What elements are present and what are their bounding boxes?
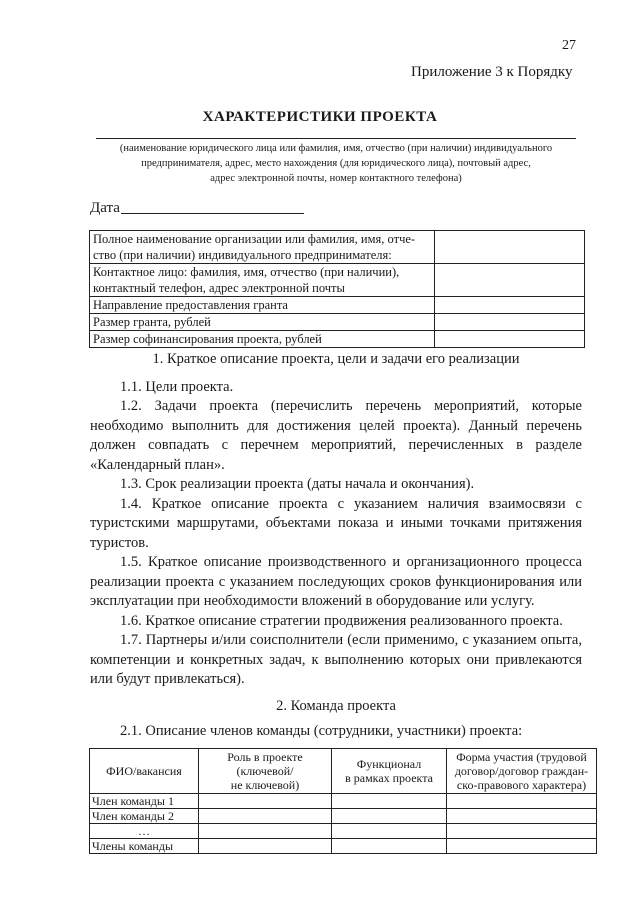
function-cell[interactable] xyxy=(332,794,447,809)
function-cell[interactable] xyxy=(332,809,447,824)
table-row xyxy=(90,794,597,809)
table-header-row xyxy=(90,749,597,794)
table-row xyxy=(90,824,597,839)
project-info-table xyxy=(89,230,585,348)
info-label: Направление предоставления гранта xyxy=(90,297,435,314)
participation-cell[interactable] xyxy=(447,809,597,824)
table-row xyxy=(90,264,585,297)
role-cell[interactable] xyxy=(199,794,332,809)
paragraph: 1.7. Партнеры и/или соисполнители (если применимо, с указанием опыта, компетенции и конкретных задач, к выполнению которых они привлекаются или будут привлекаться). xyxy=(90,632,582,687)
paragraph: 1.2. Задачи проекта (перечислить перечень мероприятий, которые необходимо выполнить для достижения целей проекта). Данный перечень должен совпадать с перечнем мероприятий, перечисленных в разделе «Календарный план». xyxy=(90,398,582,473)
page-number: 27 xyxy=(562,38,576,53)
info-label xyxy=(90,264,435,297)
participation-cell[interactable] xyxy=(447,824,597,839)
role-cell[interactable] xyxy=(199,839,332,854)
name-caption xyxy=(90,141,582,186)
table-row xyxy=(90,331,585,348)
section-heading: 1. Краткое описание проекта, цели и задачи его реализации xyxy=(152,351,520,367)
participation-cell[interactable] xyxy=(447,839,597,854)
paragraph: 1.3. Срок реализации проекта (даты начала и окончания). xyxy=(120,476,475,492)
date-field-line[interactable] xyxy=(121,213,304,214)
function-cell[interactable] xyxy=(332,824,447,839)
column-header: Роль в проекте (ключевой/ не ключевой) xyxy=(199,749,332,794)
participation-cell[interactable] xyxy=(447,794,597,809)
info-value-cell[interactable] xyxy=(435,231,585,264)
appendix-reference: Приложение 3 к Порядку xyxy=(411,64,573,80)
label-text: Полное наименование организации или фамилия, имя, отче- ство (при наличии) индивидуального предпринимателя: xyxy=(93,232,416,262)
info-label xyxy=(90,231,435,264)
caption-line: предпринимателя, адрес, место нахождения (для юридического лица), почтовый адрес, xyxy=(141,158,531,169)
info-value-cell[interactable] xyxy=(435,314,585,331)
info-value-cell[interactable] xyxy=(435,264,585,297)
column-header: Функционал в рамках проекта xyxy=(332,749,447,794)
date-label: Дата xyxy=(90,200,120,216)
team-table xyxy=(89,748,597,854)
table-row xyxy=(90,231,585,264)
table-row xyxy=(90,839,597,854)
info-value-cell[interactable] xyxy=(435,331,585,348)
role-cell[interactable] xyxy=(199,824,332,839)
paragraph: 1.1. Цели проекта. xyxy=(120,378,234,395)
table-row xyxy=(90,297,585,314)
caption-line: (наименование юридического лица или фамилия, имя, отчество (при наличии) индивидуального xyxy=(119,143,553,154)
caption-line: адрес электронной почты, номер контактного телефона) xyxy=(210,173,462,184)
section-2-sub: 2.1. Описание членов команды (сотрудники, участники) проекта: xyxy=(120,723,523,739)
section-1 xyxy=(90,350,582,690)
info-label: Размер гранта, рублей xyxy=(90,314,435,331)
table-row xyxy=(90,314,585,331)
section-2-heading: 2. Команда проекта xyxy=(276,698,396,714)
member-cell: Члены команды xyxy=(90,839,199,854)
info-value-cell[interactable] xyxy=(435,297,585,314)
paragraph: 1.5. Краткое описание производственного и организационного процесса реализации проекта с указанием последующих сроков функционирования или эксплуатации при необходимости вложений в оборудование или услугу. xyxy=(90,554,582,609)
info-label: Размер софинансирования проекта, рублей xyxy=(90,331,435,348)
role-cell[interactable] xyxy=(199,809,332,824)
paragraph: 1.6. Краткое описание стратегии продвижения реализованного проекта. xyxy=(120,612,563,629)
document-title: ХАРАКТЕРИСТИКИ ПРОЕКТА xyxy=(202,109,438,125)
name-underline xyxy=(96,138,576,139)
column-header: Форма участия (трудовой договор/договор граждан- ско-правового характера) xyxy=(447,749,597,794)
column-header: ФИО/вакансия xyxy=(90,749,199,794)
table-row xyxy=(90,809,597,824)
member-cell: … xyxy=(90,824,199,839)
member-cell: Член команды 1 xyxy=(90,794,199,809)
label-text: Контактное лицо: фамилия, имя, отчество (при наличии), контактный телефон, адрес электронной почты xyxy=(93,265,400,295)
function-cell[interactable] xyxy=(332,839,447,854)
member-cell: Член команды 2 xyxy=(90,809,199,824)
paragraph: 1.4. Краткое описание проекта с указанием наличия взаимосвязи с туристскими маршрутами, объектами показа и иными точками притяжения туристов. xyxy=(90,495,582,551)
